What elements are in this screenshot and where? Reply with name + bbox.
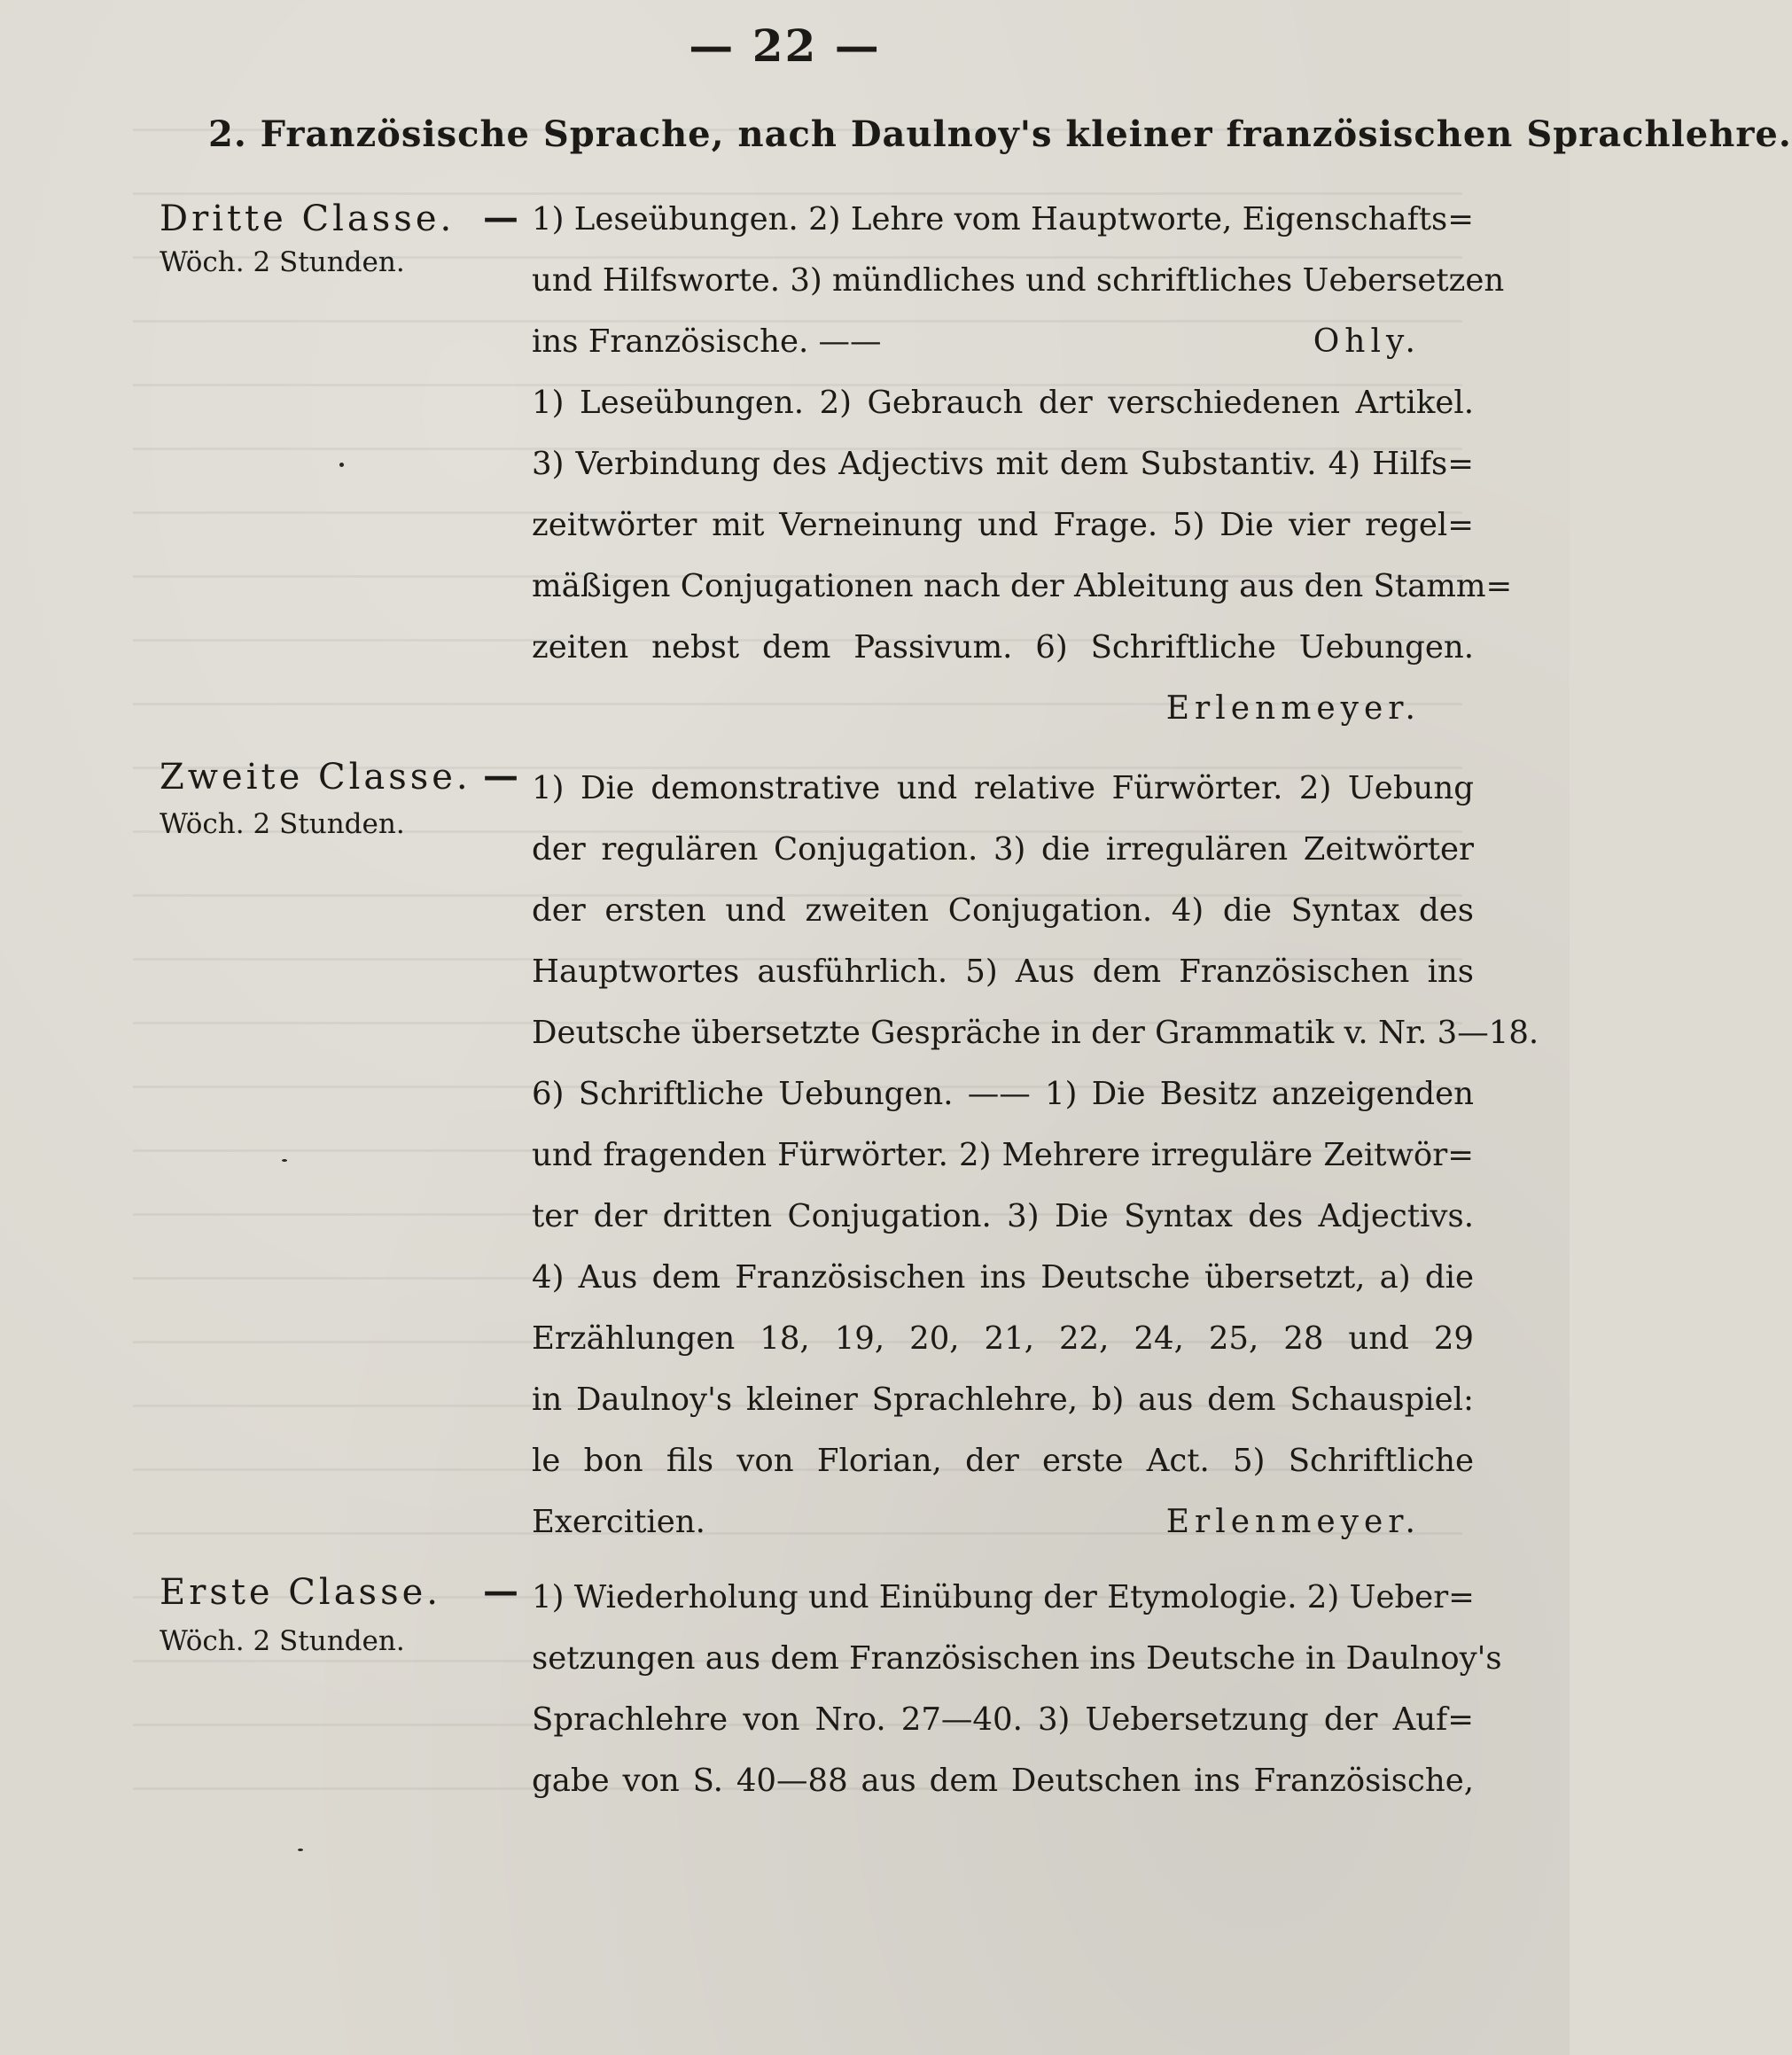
class-label: Dritte Classe.: [160, 198, 456, 239]
text-line: 1) Die demonstrative und relative Fürwörter. 2) Uebung: [532, 770, 1474, 806]
teacher-name: Erlenmeyer.: [1165, 690, 1421, 727]
text-line: 1) Wiederholung und Einübung der Etymologie. 2) Ueber=: [532, 1579, 1475, 1615]
text-line: Exercitien.: [532, 1504, 705, 1540]
class-label-block-dritte: [160, 197, 510, 280]
text-line: ter der dritten Conjugation. 3) Die Syntax des Adjectivs.: [532, 1198, 1474, 1234]
page-number: — 22 —: [689, 19, 881, 72]
text-line: 4) Aus dem Französischen ins Deutsche übersetzt, a) die: [532, 1259, 1474, 1296]
text-line: Erzählungen 18, 19, 20, 21, 22, 24, 25, 28 und 29: [532, 1320, 1474, 1357]
ink-speck: [339, 463, 344, 467]
text-line: Hauptwortes ausführlich. 5) Aus dem Französischen ins: [532, 954, 1474, 990]
text-line: in Daulnoy's kleiner Sprachlehre, b) aus dem Schauspiel:: [532, 1382, 1474, 1418]
class-content-dritte: [532, 189, 1513, 739]
text-line: Sprachlehre von Nro. 27—40. 3) Uebersetzung der Auf=: [532, 1701, 1474, 1738]
class-content-erste: [532, 1567, 1502, 1811]
ink-speck: [298, 1849, 303, 1851]
weekly-hours: Wöch. 2 Stunden.: [160, 246, 405, 278]
text-line: gabe von S. 40—88 aus dem Deutschen ins Französische,: [532, 1763, 1474, 1799]
text-line: 3) Verbindung des Adjectivs mit dem Substantiv. 4) Hilfs=: [532, 446, 1474, 482]
text-line: 1) Leseübungen. 2) Gebrauch der verschiedenen Artikel.: [532, 385, 1474, 421]
text-line: und Hilfsworte. 3) mündliches und schriftliches Uebersetzen: [532, 262, 1505, 299]
text-line: le bon fils von Florian, der erste Act. 5) Schriftliche: [532, 1443, 1474, 1479]
text-line: mäßigen Conjugationen nach der Ableitung aus den Stamm=: [532, 568, 1513, 604]
weekly-hours: Wöch. 2 Stunden.: [160, 1625, 405, 1657]
text-line: zeiten nebst dem Passivum. 6) Schriftliche Uebungen.: [532, 629, 1474, 666]
text-line: setzungen aus dem Französischen ins Deutsche in Daulnoy's: [532, 1640, 1502, 1677]
text-line: ins Französische. ——: [532, 323, 882, 360]
class-dash: —: [483, 197, 518, 238]
text-line-with-author: [532, 311, 1474, 372]
weekly-hours: Wöch. 2 Stunden.: [160, 808, 405, 840]
class-label: Zweite Classe.: [160, 757, 471, 798]
text-line: der regulären Conjugation. 3) die irregulären Zeitwörter: [532, 831, 1474, 868]
text-line: 1) Leseübungen. 2) Lehre vom Hauptworte, Eigenschafts=: [532, 201, 1474, 237]
class-label-block-zweite: [160, 755, 510, 842]
text-line: Deutsche übersetzte Gespräche in der Grammatik v. Nr. 3—18.: [532, 1015, 1539, 1051]
ink-speck: [282, 1159, 287, 1162]
section-heading: 2. Französische Sprache, nach Daulnoy's kleiner französischen Sprachlehre.: [208, 113, 1792, 155]
text-line: der ersten und zweiten Conjugation. 4) die Syntax des: [532, 892, 1474, 929]
text-line: zeitwörter mit Verneinung und Frage. 5) Die vier regel=: [532, 507, 1474, 543]
class-dash: —: [483, 755, 518, 797]
teacher-name: Erlenmeyer.: [1165, 1504, 1421, 1540]
class-dash: —: [483, 1570, 518, 1612]
class-label: Erste Classe.: [160, 1572, 441, 1613]
class-content-zweite: [532, 758, 1539, 1553]
class-label-block-erste: [160, 1570, 510, 1659]
text-line: 6) Schriftliche Uebungen. —— 1) Die Besitz anzeigenden: [532, 1076, 1474, 1112]
text-line-with-author: [532, 1491, 1474, 1553]
text-line: und fragenden Fürwörter. 2) Mehrere irreguläre Zeitwör=: [532, 1137, 1474, 1173]
teacher-name: Ohly.: [1313, 323, 1421, 360]
